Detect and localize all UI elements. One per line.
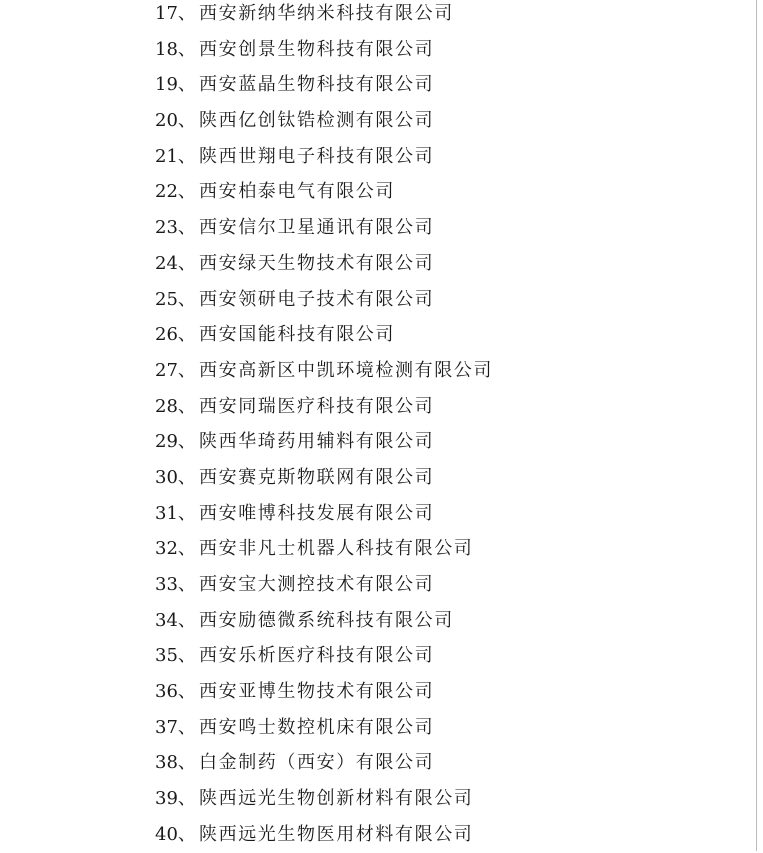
item-number: 32、	[155, 538, 196, 560]
item-number: 18、	[155, 38, 196, 60]
company-name: 西安信尔卫星通讯有限公司	[199, 217, 435, 239]
list-item	[155, 745, 493, 781]
company-name: 西安蓝晶生物科技有限公司	[199, 74, 435, 96]
item-number: 21、	[155, 145, 196, 167]
company-name: 陕西亿创钛锆检测有限公司	[199, 110, 435, 132]
item-number: 25、	[155, 288, 196, 310]
list-item	[155, 781, 493, 817]
list-item	[155, 32, 493, 68]
list-item	[155, 710, 493, 746]
item-number: 26、	[155, 324, 196, 346]
company-name: 陕西远光生物创新材料有限公司	[199, 788, 474, 810]
company-name: 西安励德微系统科技有限公司	[199, 609, 454, 631]
company-name: 西安新纳华纳米科技有限公司	[199, 3, 454, 24]
company-name: 西安赛克斯物联网有限公司	[199, 466, 435, 488]
item-number: 37、	[155, 716, 196, 738]
item-number: 24、	[155, 252, 196, 274]
item-number: 29、	[155, 431, 196, 453]
company-name: 西安柏泰电气有限公司	[199, 181, 395, 203]
company-name: 西安非凡士机器人科技有限公司	[199, 538, 474, 560]
company-name: 西安亚博生物技术有限公司	[199, 681, 435, 703]
item-number: 28、	[155, 395, 196, 417]
company-name: 白金制药（西安）有限公司	[199, 752, 435, 774]
company-name: 西安领研电子技术有限公司	[199, 288, 435, 310]
company-name: 西安国能科技有限公司	[199, 324, 395, 346]
list-item	[155, 139, 493, 175]
item-number: 19、	[155, 74, 196, 96]
item-number: 31、	[155, 502, 196, 524]
item-number: 34、	[155, 609, 196, 631]
company-name: 西安高新区中凯环境检测有限公司	[199, 359, 493, 381]
list-item	[155, 460, 493, 496]
company-name: 西安唯博科技发展有限公司	[199, 502, 435, 524]
company-name: 陕西远光生物医用材料有限公司	[199, 823, 474, 845]
list-item	[155, 389, 493, 425]
company-name: 西安鸣士数控机床有限公司	[199, 716, 435, 738]
company-name: 陕西世翔电子科技有限公司	[199, 145, 435, 167]
company-name: 陕西华琦药用辅料有限公司	[199, 431, 435, 453]
item-number: 23、	[155, 217, 196, 239]
item-number: 33、	[155, 574, 196, 595]
list-item	[155, 531, 493, 567]
item-number: 40、	[155, 823, 196, 845]
company-name: 西安绿天生物技术有限公司	[199, 252, 435, 274]
list-item	[155, 353, 493, 389]
item-number: 20、	[155, 110, 196, 132]
list-item	[155, 174, 493, 210]
list-item	[155, 567, 493, 603]
item-number: 30、	[155, 466, 196, 488]
list-item	[155, 210, 493, 246]
item-number: 22、	[155, 181, 196, 203]
page-edge-divider	[756, 0, 757, 851]
list-item	[155, 0, 493, 32]
list-item	[155, 246, 493, 282]
list-item	[155, 674, 493, 710]
list-item	[155, 817, 493, 853]
company-name: 西安同瑞医疗科技有限公司	[199, 395, 435, 417]
list-item	[155, 496, 493, 532]
company-name: 西安乐析医疗科技有限公司	[199, 645, 435, 667]
company-list	[155, 0, 493, 853]
item-number: 17、	[155, 3, 196, 24]
company-name: 西安宝大测控技术有限公司	[199, 574, 435, 595]
list-item	[155, 67, 493, 103]
list-item	[155, 603, 493, 639]
company-name: 西安创景生物科技有限公司	[199, 38, 435, 60]
list-item	[155, 638, 493, 674]
list-item	[155, 103, 493, 139]
list-item	[155, 317, 493, 353]
list-item	[155, 282, 493, 318]
item-number: 36、	[155, 681, 196, 703]
item-number: 39、	[155, 788, 196, 810]
item-number: 35、	[155, 645, 196, 667]
list-item	[155, 424, 493, 460]
item-number: 38、	[155, 752, 196, 774]
item-number: 27、	[155, 359, 196, 381]
